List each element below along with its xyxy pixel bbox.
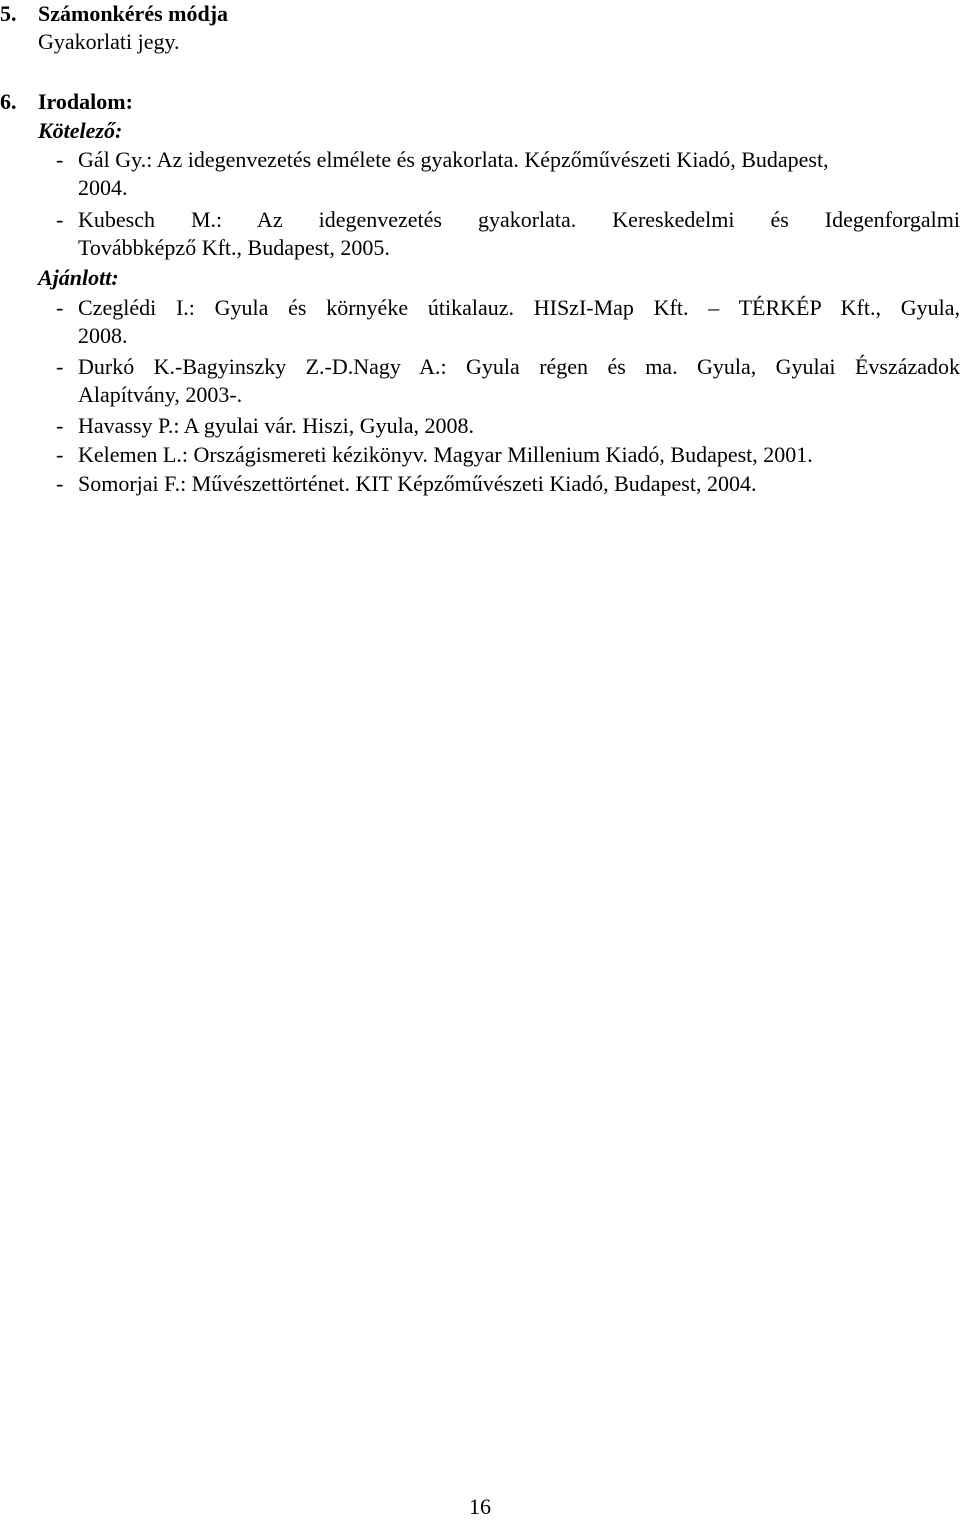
list-dash: - (56, 413, 64, 438)
reference-line: Továbbképző Kft., Budapest, 2005. (78, 235, 390, 260)
reference-line: Durkó K.-Bagyinszky Z.-D.Nagy A.: Gyula régen és ma. Gyula, Gyulai Évszázadok (78, 354, 960, 379)
mandatory-label: Kötelező: (38, 118, 123, 143)
reference-item (56, 353, 960, 409)
reference-item (56, 470, 960, 498)
reference-line: Gál Gy.: Az idegenvezetés elmélete és gyakorlata. Képzőművészeti Kiadó, Budapest, (78, 147, 829, 172)
reference-item (56, 441, 960, 469)
reference-item (56, 294, 960, 350)
section-5-title: Számonkérés módja (38, 1, 229, 26)
list-dash: - (56, 207, 64, 232)
section-6-title: Irodalom: (38, 89, 133, 114)
reference-line: Havassy P.: A gyulai vár. Hiszi, Gyula, 2008. (78, 413, 474, 438)
section-6-number: 6. (0, 89, 17, 114)
list-dash: - (56, 471, 64, 496)
reference-item (56, 146, 960, 202)
reference-line: Kelemen L.: Országismereti kézikönyv. Magyar Millenium Kiadó, Budapest, 2001. (78, 442, 813, 467)
list-dash: - (56, 442, 64, 467)
page-number: 16 (469, 1494, 491, 1519)
list-dash: - (56, 295, 64, 320)
list-dash: - (56, 354, 64, 379)
reference-line: Alapítvány, 2003-. (78, 382, 243, 407)
reference-line: Somorjai F.: Művészettörténet. KIT Képzőművészeti Kiadó, Budapest, 2004. (78, 471, 757, 496)
recommended-label: Ajánlott: (38, 265, 119, 290)
list-dash: - (56, 147, 64, 172)
reference-item (56, 412, 960, 440)
reference-line: 2004. (78, 175, 128, 200)
reference-line: Kubesch M.: Az idegenvezetés gyakorlata. Kereskedelmi és Idegenforgalmi (78, 207, 960, 232)
section-5-text: Gyakorlati jegy. (38, 29, 180, 54)
reference-line: Czeglédi I.: Gyula és környéke útikalauz. HISzI-Map Kft. – TÉRKÉP Kft., Gyula, (78, 295, 960, 320)
section-5-number: 5. (0, 1, 17, 26)
reference-item (56, 206, 960, 262)
reference-line: 2008. (78, 323, 128, 348)
